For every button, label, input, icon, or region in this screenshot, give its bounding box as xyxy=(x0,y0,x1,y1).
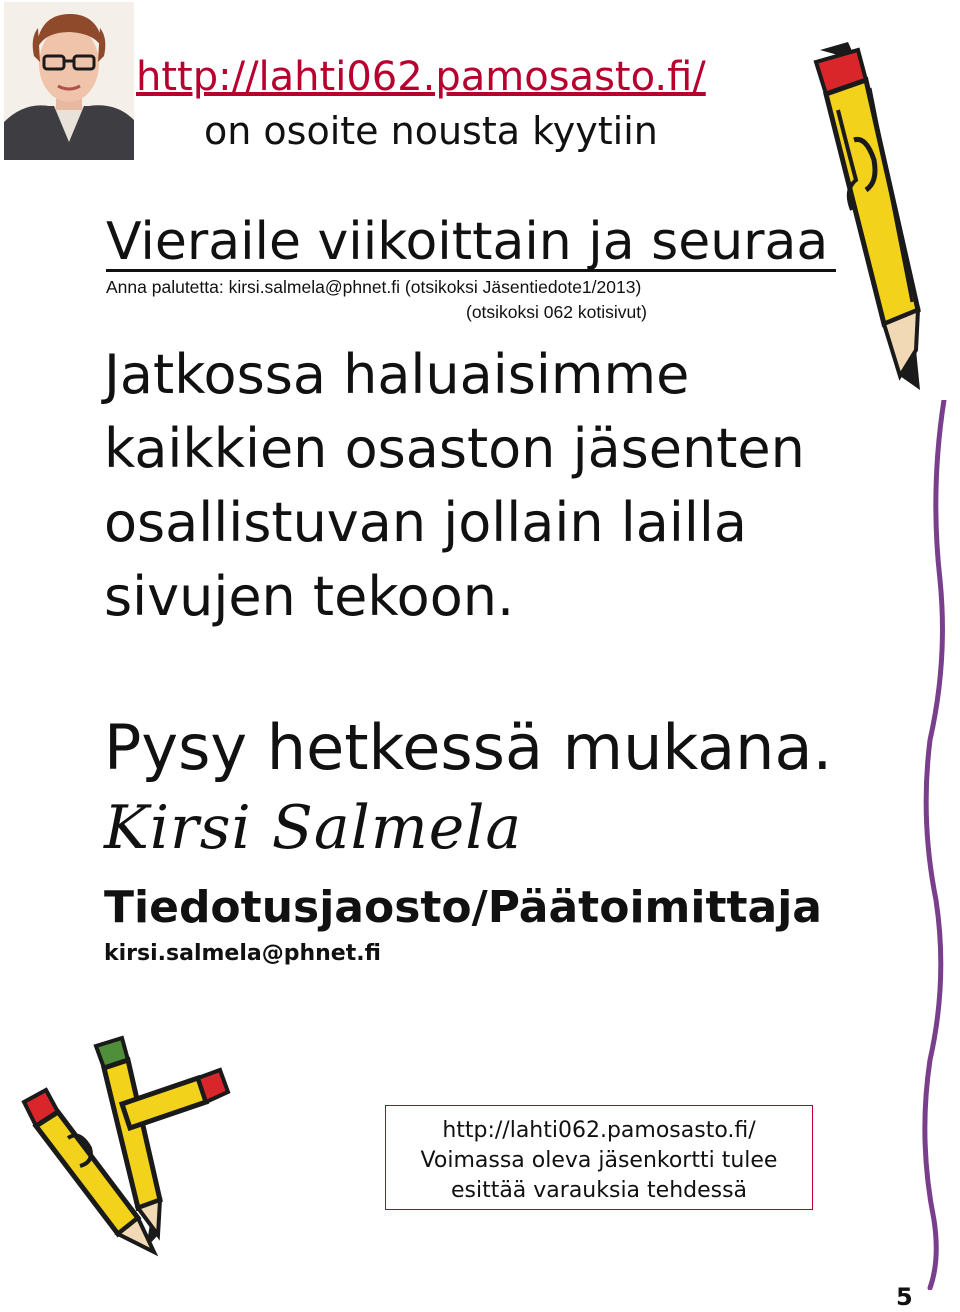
info-box-line: Voimassa oleva jäsenkortti tulee xyxy=(420,1148,778,1173)
body-line: Jatkossa haluaisimme xyxy=(104,343,690,406)
info-box-link[interactable]: http://lahti062.pamosasto.fi/ xyxy=(442,1118,756,1143)
info-box xyxy=(385,1105,813,1210)
website-subline: on osoite nousta kyytiin xyxy=(204,109,658,153)
author-email: kirsi.salmela@phnet.fi xyxy=(104,941,381,966)
feedback-line: Anna palutetta: kirsi.salmela@phnet.fi (otsikoksi Jäsentiedote1/2013) xyxy=(106,277,642,297)
website-link[interactable]: http://lahti062.pamosasto.fi/ xyxy=(136,54,706,100)
info-box-line: esittää varauksia tehdessä xyxy=(450,1178,748,1203)
body-line: osallistuvan jollain lailla xyxy=(104,491,747,554)
author-role: Tiedotusjaosto/Päätoimittaja xyxy=(104,882,822,933)
slogan: Pysy hetkessä mukana. xyxy=(104,711,833,784)
visit-heading: Vieraile viikoittain ja seuraa xyxy=(106,212,836,272)
portrait-photo xyxy=(4,2,134,160)
body-line: sivujen tekoon. xyxy=(104,565,515,628)
pencils-icon xyxy=(18,1030,238,1260)
scribble-line xyxy=(900,400,960,1290)
signature: Kirsi Salmela xyxy=(104,793,523,863)
feedback-line-2: (otsikoksi 062 kotisivut) xyxy=(466,302,647,322)
body-line: kaikkien osaston jäsenten xyxy=(104,417,805,480)
body-paragraph xyxy=(104,338,824,634)
page-number: 5 xyxy=(896,1283,913,1311)
